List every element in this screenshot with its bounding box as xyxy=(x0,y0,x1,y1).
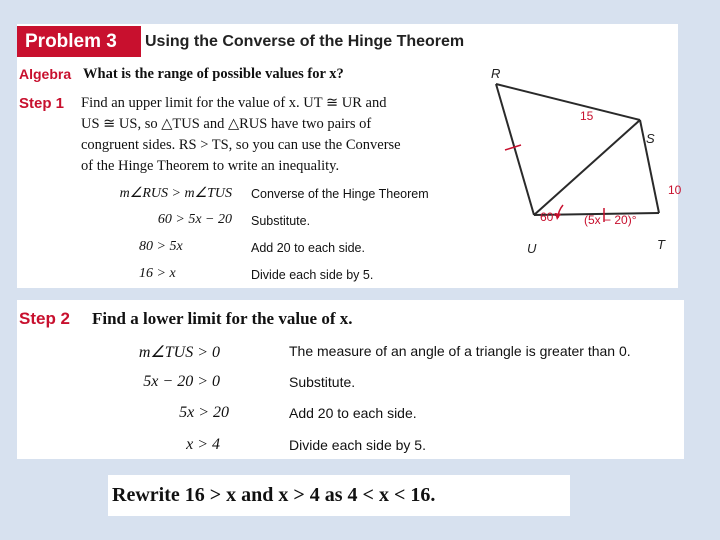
vertex-s: S xyxy=(646,131,655,146)
step2-label: Step 2 xyxy=(19,309,71,328)
step1-reason-3: Add 20 to each side. xyxy=(251,241,365,255)
label-st-length: 10 xyxy=(668,183,682,197)
vertex-r: R xyxy=(491,66,501,81)
label-angle-tus: (5x − 20)° xyxy=(584,213,637,227)
problem-header xyxy=(17,26,141,57)
step1-math-2: 60 > 5x − 20 xyxy=(157,212,232,227)
rewrite-text: Rewrite 16 > x and x > 4 as 4 < x < 16. xyxy=(112,484,436,506)
step2-reason-1: The measure of an angle of a triangle is greater than 0. xyxy=(289,343,631,359)
step2-math-4: x > 4 xyxy=(186,436,220,453)
step1-line-2: US ≅ US, so △TUS and △RUS have two pairs of xyxy=(81,116,372,132)
step1-math-4: 16 > x xyxy=(139,266,176,281)
algebra-label: Algebra xyxy=(19,66,72,82)
step1-label: Step 1 xyxy=(19,95,65,112)
rewrite-panel xyxy=(108,475,570,516)
problem-label: Problem 3 xyxy=(25,31,117,52)
step1-reason-4: Divide each side by 5. xyxy=(251,268,374,282)
step2-reason-2: Substitute. xyxy=(289,374,356,390)
question-text: What is the range of possible values for x? xyxy=(83,66,344,82)
step2-math-3: 5x > 20 xyxy=(179,404,229,421)
vertex-t: T xyxy=(657,237,665,252)
step1-math-1: m∠RUS > m∠TUS xyxy=(119,186,232,201)
step1-line-1: Find an upper limit for the value of x. UT ≅ UR and xyxy=(81,95,387,111)
vertex-u: U xyxy=(527,241,537,256)
segment-us xyxy=(534,120,640,215)
step2-title: Find a lower limit for the value of x. xyxy=(92,309,353,328)
step2-reason-3: Add 20 to each side. xyxy=(289,405,417,421)
step2-panel xyxy=(17,300,684,459)
segment-rs xyxy=(496,84,640,120)
step1-reason-2: Substitute. xyxy=(251,214,311,228)
label-rs-length: 15 xyxy=(580,109,594,123)
step2-math-2: 5x − 20 > 0 xyxy=(143,373,220,390)
step1-math-3: 80 > 5x xyxy=(139,239,183,254)
label-angle-rus: 60° xyxy=(540,210,559,224)
segment-ur xyxy=(496,84,534,215)
problem-panel xyxy=(17,24,682,288)
problem-title: Using the Converse of the Hinge Theorem xyxy=(145,33,465,50)
step1-reason-1: Converse of the Hinge Theorem xyxy=(251,187,429,201)
step2-math-1: m∠TUS > 0 xyxy=(138,344,220,361)
step1-line-4: of the Hinge Theorem to write an inequality. xyxy=(81,158,340,174)
step1-line-3: congruent sides. RS > TS, so you can use the Converse xyxy=(81,137,401,153)
step2-reason-4: Divide each side by 5. xyxy=(289,437,426,453)
triangle-figure xyxy=(472,62,682,260)
